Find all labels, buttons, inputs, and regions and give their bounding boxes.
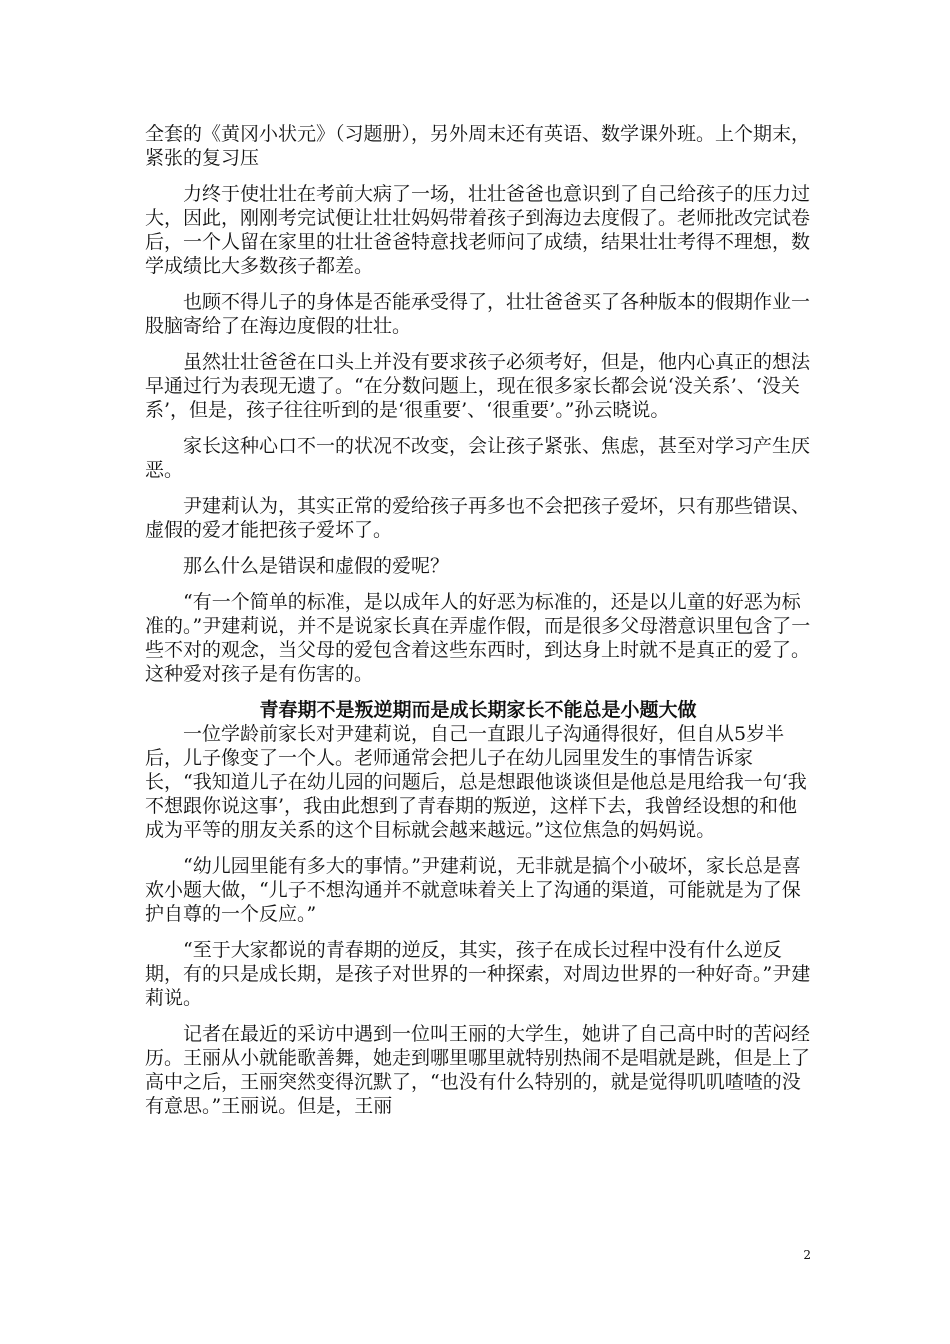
paragraph-12: 记者在最近的采访中遇到一位叫王丽的大学生，她讲了自己高中时的苦闷经历。王丽从小就能歌善舞，她走到哪里哪里就特别热闹不是唱就是跳，但是上了高中之后，王丽突然变得沉默了，“也没有什么特别的，就是觉得叽叽喳喳的没有意思。”王丽说。但是，王丽 [145,1023,811,1117]
paragraph-5: 家长这种心口不一的状况不改变，会让孩子紧张、焦虑，甚至对学习产生厌恶。 [145,435,811,481]
paragraph-10: “幼儿园里能有多大的事情。”尹建莉说，无非就是搞个小破坏，家长总是喜欢小题大做，“儿子不想沟通并不就意味着关上了沟通的渠道，可能就是为了保护自尊的一个反应。” [145,855,801,925]
paragraph-4: 虽然壮壮爸爸在口头上并没有要求孩子必须考好，但是，他内心真正的想法早通过行为表现无遗了。“在分数问题上，现在很多家长都会说‘没关系’、‘没关系’，但是，孩子往往听到的是‘很重要’、‘很重要’。”孙云晓说。 [145,351,811,421]
paragraph-3: 也顾不得儿子的身体是否能承受得了，壮壮爸爸买了各种版本的假期作业一股脑寄给了在海边度假的壮壮。 [145,291,811,337]
page-number: 2 [803,1248,811,1262]
paragraph-1: 全套的《黄冈小状元》（习题册），另外周末还有英语、数学课外班。上个期末，紧张的复习压 [145,123,811,169]
section-heading: 青春期不是叛逆期而是成长期家长不能总是小题大做 [259,699,697,721]
paragraph-7: 那么什么是错误和虚假的爱呢？ [183,555,450,577]
section-spacer [145,686,811,698]
paragraph-2: 力终于使壮壮在考前大病了一场，壮壮爸爸也意识到了自己给孩子的压力过大，因此，刚刚考完试便让壮壮妈妈带着孩子到海边去度假了。老师批改完试卷后，一个人留在家里的壮壮爸爸特意找老师问了成绩，结果壮壮考得不理想，数学成绩比大多数孩子都差。 [145,183,811,277]
paragraph-9: 一位学龄前家长对尹建莉说，自己一直跟儿子沟通得很好，但自从5岁半后，儿子像变了一个人。老师通常会把儿子在幼儿园里发生的事情告诉家长，“我知道儿子在幼儿园的问题后，总是想跟他谈谈但是他总是甩给我一句‘我不想跟你说这事’，我由此想到了青春期的叛逆，这样下去，我曾经设想的和他成为平等的朋友关系的这个目标就会越来越远。”这位焦急的妈妈说。 [145,723,807,841]
paragraph-11: “至于大家都说的青春期的逆反，其实，孩子在成长过程中没有什么逆反期，有的只是成长期，是孩子对世界的一种探索，对周边世界的一种好奇。”尹建莉说。 [145,939,811,1009]
document-body [145,122,811,1118]
paragraph-8: “有一个简单的标准，是以成年人的好恶为标准的，还是以儿童的好恶为标准的。”尹建莉说，并不是说家长真在弄虚作假，而是很多父母潜意识里包含了一些不对的观念，当父母的爱包含着这些东西时，到达身上时就不是真正的爱了。这种爱对孩子是有伤害的。 [145,591,811,685]
paragraph-6: 尹建莉认为，其实正常的爱给孩子再多也不会把孩子爱坏，只有那些错误、虚假的爱才能把孩子爱坏了。 [145,495,811,541]
